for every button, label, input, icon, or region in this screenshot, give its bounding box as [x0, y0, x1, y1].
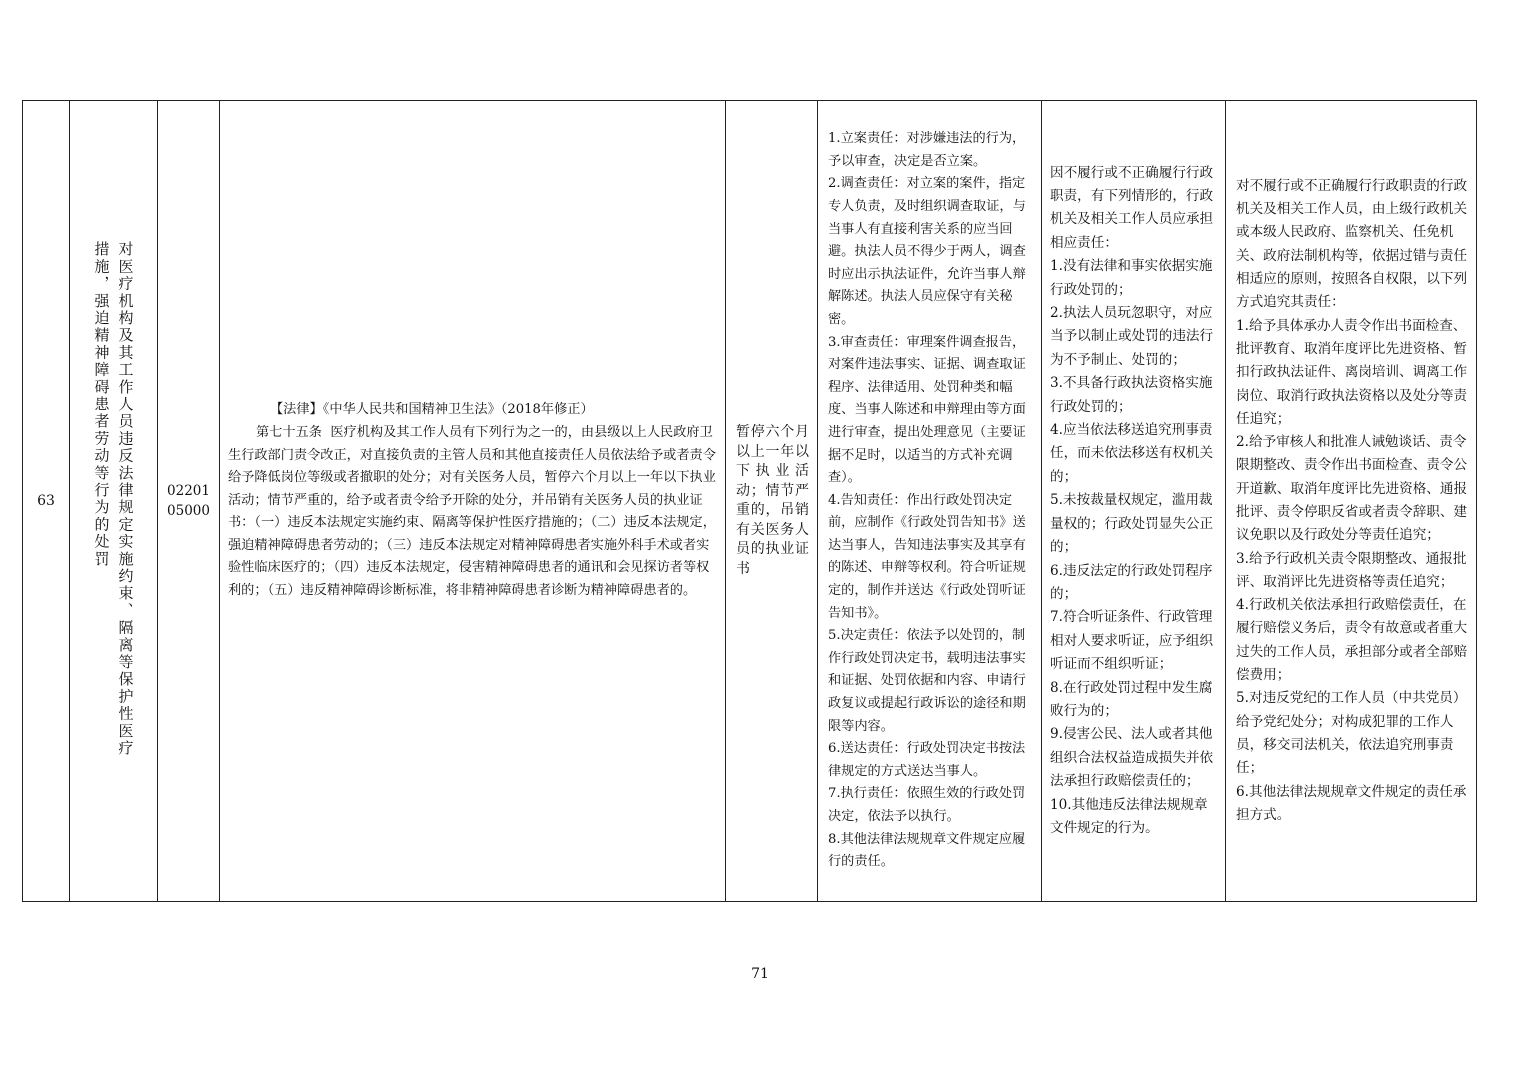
responsibility-item: 1.立案责任：对涉嫌违法的行为，予以审查，决定是否立案。 — [828, 131, 1026, 169]
legal-basis-article: 第七十五条 医疗机构及其工作人员有下列行为之一的，由县级以上人民政府卫生行政部门责令改正，对直接负责的主管人员和其他直接责任人员依法给予或者责令给予降低岗位等级或者撤职的处分；对有关医务人员，暂停六个月以上一年以下执业活动；情节严重的，给予或者责令给予开除的处分，并吊销有关医务人员的执业证书：（一）违反本法规定实施约束、隔离等保护性医疗措施的；（二）违反本法规定，强迫精神障碍患者劳动的；（三）违反本法规定对精神障碍患者实施外科手术或者实验性临床医疗的；（四）违反本法规定，侵害精神障碍患者的通讯和会见探访者等权利的；（五）违反精神障碍诊断标准，将非精神障碍患者诊断为精神障碍患者的。 — [228, 424, 716, 599]
responsibility-item: 6.送达责任：行政处罚决定书按法律规定的方式送达当事人。 — [828, 741, 1026, 779]
failure-item: 4.应当依法移送追究刑事责任，而未依法移送有权机关的； — [1050, 422, 1214, 485]
power-list-table — [22, 100, 1477, 902]
item-name: 对医疗机构及其工作人员违反法律规定实施约束、隔离等保护性医疗措施，强迫精神障碍患者劳动等行为的处罚 — [92, 241, 135, 757]
failure-item: 10.其他违反法律法规规章文件规定的行为。 — [1050, 796, 1208, 836]
failure-item: 9.侵害公民、法人或者其他组织合法权益造成损失并依法承担行政赔偿责任的； — [1050, 726, 1214, 790]
legal-basis-cell — [220, 101, 726, 902]
failure-item: 8.在行政处罚过程中发生腐败行为的； — [1050, 679, 1213, 719]
accountability-cell — [1226, 101, 1477, 902]
row-number: 63 — [23, 101, 70, 902]
item-name-cell — [70, 101, 158, 902]
failure-item: 5.未按裁量权规定，滥用裁量权的；行政处罚显失公正的； — [1050, 492, 1214, 556]
accountability-item: 6.其他法律法规规章文件规定的责任承担方式。 — [1236, 783, 1467, 823]
accountability-item: 3.给予行政机关责令限期整改、通报批评、取消评比先进资格等责任追究； — [1236, 550, 1467, 590]
responsibility-item: 7.执行责任：依照生效的行政处罚决定，依法予以执行。 — [828, 786, 1026, 825]
responsibility-item: 4.告知责任：作出行政处罚决定前，应制作《行政处罚告知书》送达当事人，告知违法事实及其享有的陈述、申辩等权利。符合听证规定的，制作并送达《行政处罚听证告知书》。 — [828, 492, 1026, 621]
failure-item: 6.违反法定的行政处罚程序的； — [1050, 562, 1213, 602]
penalty-cell: 暂停六个月以上一年以下执业活动；情节严重的，吊销有关医务人员的执业证书 — [726, 101, 818, 902]
responsibility-item: 5.决定责任：依法予以处罚的，制作行政处罚决定书，载明违法事实和证据、处罚依据和内容、申请行政复议或提起行政诉讼的途径和期限等内容。 — [828, 628, 1026, 734]
failure-item: 2.执法人员玩忽职守，对应当予以制止或处罚的违法行为不予制止、处罚的； — [1050, 305, 1214, 368]
responsibility-item: 3.审查责任：审理案件调查报告，对案件违法事实、证据、调查取证程序、法律适用、处罚种类和幅度、当事人陈述和申辩理由等方面进行审查，提出处理意见（主要证据不足时，以适当的方式补充调查）。 — [828, 334, 1026, 486]
accountability-item: 4.行政机关依法承担行政赔偿责任，在履行赔偿义务后，责令有故意或者重大过失的工作人员，承担部分或者全部赔偿费用； — [1236, 597, 1468, 684]
responsibility-cell — [818, 101, 1042, 902]
failure-item: 1.没有法律和事实依据实施行政处罚的； — [1050, 258, 1213, 298]
accountability-item: 对不履行或不正确履行行政职责的行政机关及相关工作人员，由上级行政机关或本级人民政府、监察机关、任免机关、政府法制机构等，依据过错与责任相适应的原则，按照各自权限，以下列方式追究其责任： — [1236, 177, 1468, 311]
item-code-part2: 05000 — [167, 503, 210, 519]
accountability-item: 2.给予审核人和批准人诫勉谈话、责令限期整改、责令作出书面检查、责令公开道歉、取消年度评比先进资格、通报批评、责令停职反省或者责令辞职、建议免职以及行政处分等责任追究； — [1236, 434, 1468, 544]
responsibility-item: 2.调查责任：对立案的案件，指定专人负责，及时组织调查取证，与当事人有直接利害关系的应当回避。执法人员不得少于两人，调查时应出示执法证件，允许当事人辩解陈述。执法人员应保守有关秘密。 — [828, 176, 1026, 327]
accountability-item: 1.给予具体承办人责令作出书面检查、批评教育、取消年度评比先进资格、暂扣行政执法证件、离岗培训、调离工作岗位、取消行政执法资格以及处分等责任追究； — [1236, 317, 1468, 427]
legal-basis-law: 【法律】《中华人民共和国精神卫生法》（2018年修正） — [270, 402, 594, 418]
responsibility-item: 8.其他法律法规规章文件规定应履行的责任。 — [828, 831, 1026, 870]
failure-item: 3.不具备行政执法资格实施行政处罚的； — [1050, 375, 1213, 415]
failure-cases-cell — [1042, 101, 1226, 902]
table-row — [23, 101, 1477, 902]
item-code-part1: 02201 — [167, 483, 210, 499]
item-code-cell — [158, 101, 220, 902]
page-number: 71 — [751, 966, 769, 982]
failure-item: 7.符合听证条件、行政管理相对人要求听证，应予组织听证而不组织听证； — [1050, 609, 1214, 673]
failure-item: 因不履行或不正确履行行政职责，有下列情形的，行政机关及相关工作人员应承担相应责任： — [1050, 164, 1214, 251]
accountability-item: 5.对违反党纪的工作人员（中共党员）给予党纪处分；对构成犯罪的工作人员，移交司法机关，依法追究刑事责任； — [1236, 690, 1467, 777]
